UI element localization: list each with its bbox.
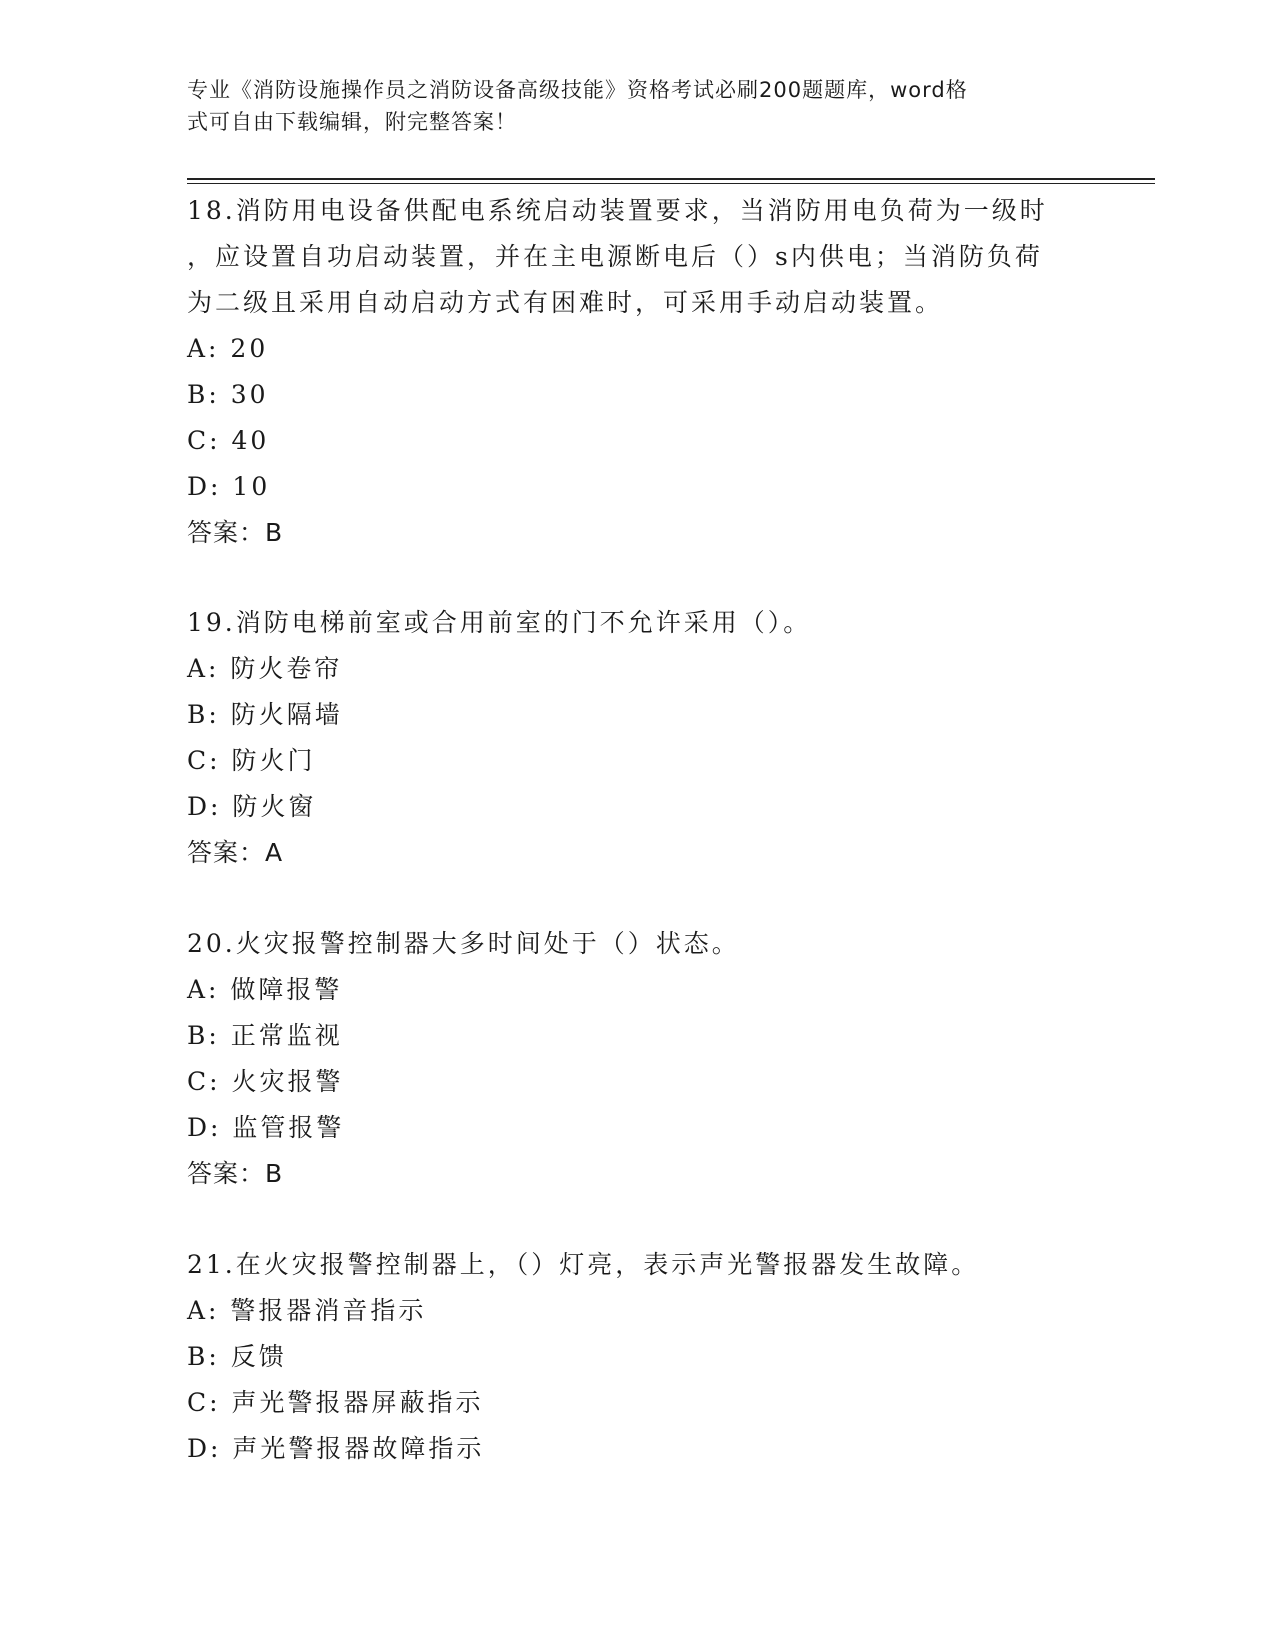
- option-a: A: 警报器消音指示: [187, 1296, 427, 1325]
- option-b: B: 正常监视: [187, 1021, 343, 1050]
- answer: 答案：B: [187, 1159, 284, 1188]
- question-text-line: 18.消防用电设备供配电系统启动装置要求，当消防用电负荷为一级时: [187, 196, 1048, 225]
- option-d: D: 防火窗: [187, 792, 317, 821]
- question-text-line: ，应设置自功启动装置，并在主电源断电后（）s内供电；当消防负荷: [187, 242, 1043, 271]
- header-line-1: 专业《消防设施操作员之消防设备高级技能》资格考试必刷200题题库，word格: [187, 78, 968, 102]
- option-b: B: 30: [187, 380, 269, 409]
- question-18: [187, 188, 1087, 556]
- question-text-line: 21.在火灾报警控制器上，（）灯亮，表示声光警报器发生故障。: [187, 1250, 980, 1279]
- question-text-line: 为二级且采用自动启动方式有困难时，可采用手动启动装置。: [187, 288, 944, 317]
- header-divider-thick: [187, 178, 1155, 180]
- option-b: B: 反馈: [187, 1342, 287, 1371]
- option-d: D: 10: [187, 472, 271, 501]
- answer: 答案：B: [187, 518, 284, 547]
- question-text-line: 20.火灾报警控制器大多时间处于（）状态。: [187, 929, 740, 958]
- question-19: [187, 600, 1087, 876]
- option-a: A: 防火卷帘: [187, 654, 343, 683]
- option-d: D: 监管报警: [187, 1113, 345, 1142]
- option-c: C: 火灾报警: [187, 1067, 344, 1096]
- option-d: D: 声光警报器故障指示: [187, 1434, 485, 1463]
- question-20: [187, 921, 1087, 1197]
- question-text-line: 19.消防电梯前室或合用前室的门不允许采用（）。: [187, 608, 812, 637]
- header-line-2: 式可自由下载编辑，附完整答案！: [187, 110, 517, 134]
- option-c: C: 防火门: [187, 746, 316, 775]
- document-header: [187, 74, 1067, 138]
- option-a: A: 20: [187, 334, 269, 363]
- header-divider-thin: [187, 183, 1155, 184]
- answer: 答案：A: [187, 838, 284, 867]
- option-c: C: 声光警报器屏蔽指示: [187, 1388, 484, 1417]
- option-c: C: 40: [187, 426, 270, 455]
- question-21: [187, 1242, 1087, 1472]
- option-a: A: 做障报警: [187, 975, 343, 1004]
- option-b: B: 防火隔墙: [187, 700, 343, 729]
